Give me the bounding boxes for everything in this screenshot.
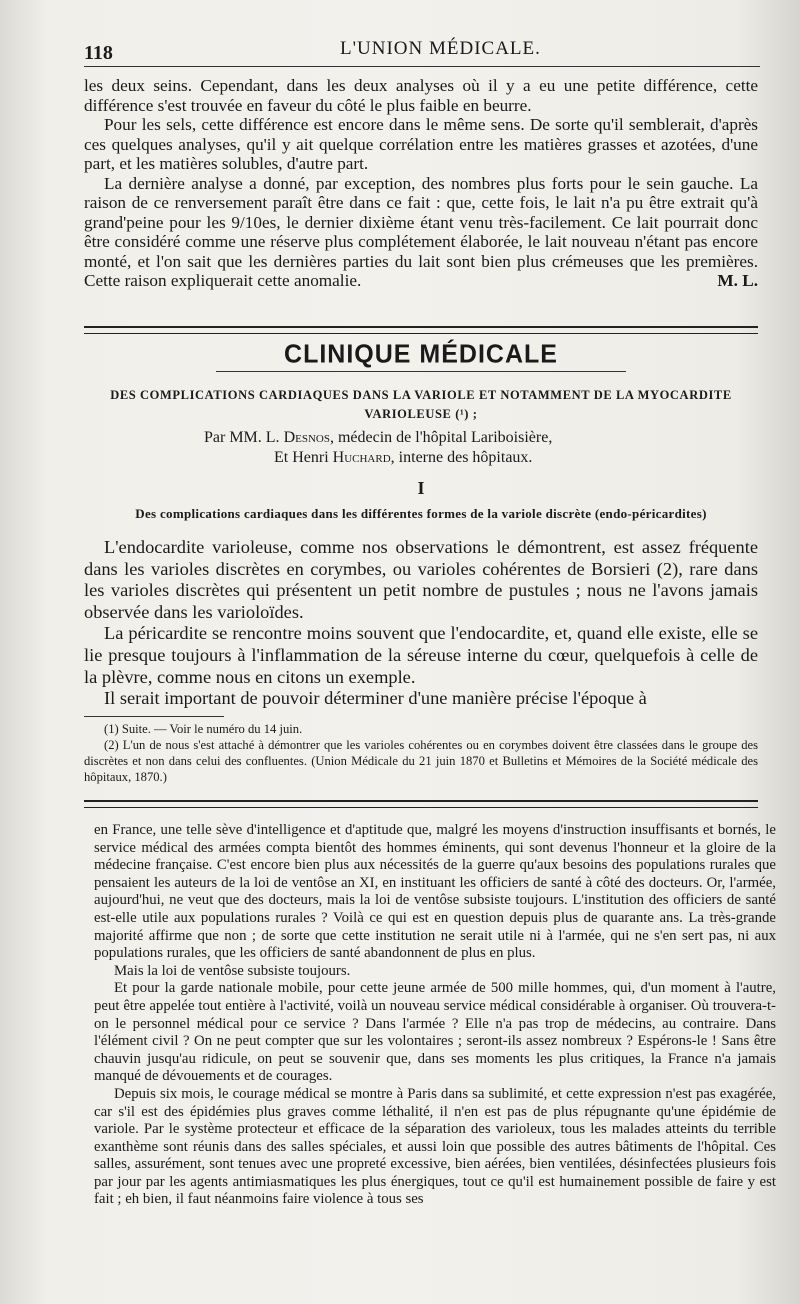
part-number: I: [417, 478, 425, 498]
lower-paragraph: Et pour la garde nationale mobile, pour cette jeune armée de 500 mille hommes, qui, d'un moment à l'autre, peut être appelée tout entière à l'activité, voilà un nouveau service médical considérable à organiser. Où trouvera-t-on le personnel médical pour ce service ? Dans l'armée ? Elle n'a pas trop de médecins, au contraire. Dans l'élément civil ? On ne peut compter que sur les volontaires ; seront-ils assez nombreux ? Espérons-le ! Sans être chauvin jusqu'au ridicule, on peut se souvenir que, dans ses moments les plus critiques, la France n'a jamais manqué de dévouements et de courages.: [94, 980, 776, 1085]
footnote: (2) L'un de nous s'est attaché à démontrer que les varioles cohérentes ou en corymbes doivent être classées dans le groupe des discrètes et non dans celui des confluentes. (Union Médicale du 21 juin 1870 et Bulletins et Mémoires de la Société médicale des hôpitaux, 1870.): [84, 737, 758, 784]
author-line-2: [84, 448, 758, 468]
clinique-paragraph: La péricardite se rencontre moins souvent que l'endocardite, et, quand elle existe, elle se lie presque toujours à l'inflammation de la séreuse interne du cœur, quelquefois à celle de la plèvre, comme nous en citons un exemple.: [84, 623, 758, 687]
lower-paragraph: Mais la loi de ventôse subsiste toujours.: [114, 962, 351, 979]
signature: M. L.: [717, 270, 758, 290]
footnote-rule: [84, 716, 224, 717]
clinique-paragraph: Il serait important de pouvoir déterminer d'une manière précise l'époque à: [104, 688, 647, 709]
page-number: 118: [84, 42, 113, 64]
section-rule: [84, 326, 758, 334]
running-head: [84, 36, 760, 66]
lower-paragraph: Depuis six mois, le courage médical se montre à Paris dans sa sublimité, et cette expression n'est pas exagérée, car s'il est des épidémies plus graves comme léthalité, il n'en est pas de plus répugnante qu'une épidémie de variole. Par le système protecteur et efficace de la séparation des varioleux, tous les malades atteints du terrible exanthème sont réunis dans des salles spéciales, et aussi loin que possible des autres bâtiments de l'hôpital. Ces salles, assurément, sont tenues avec une propreté excessive, bien aérées, bien ventilées, désinfectées plusieurs fois par jour par les agents antimiasmatiques les plus énergiques, tout ce qu'il est humainement possible de faire y est fait ; eh bien, il faut néanmoins faire violence à tous ses: [94, 1085, 776, 1208]
author-name: Huchard: [332, 449, 391, 466]
top-paragraph: La dernière analyse a donné, par exception, des nombres plus forts pour le sein gauche. La raison de ce renversement paraît être dans ce fait : que, cette fois, le lait n'a pu être extrait qu'à grand'peine pour les 9/10es, le dernier dixième étant venu très-facilement. Ce lait pourrait donc être considéré comme une réserve plus complétement élaborée, le lait nouveau n'étant pas encore monté, et l'on sait que les dernières parties du lait sont bien plus crémeuses que les premières. Cette raison expliquerait cette anomalie.: [84, 173, 758, 290]
author-affiliation: , interne des hôpitaux.: [390, 449, 533, 466]
lower-article: [94, 822, 776, 1209]
top-article: [84, 76, 758, 293]
author-name: Desnos: [283, 429, 330, 446]
subheading: Des complications cardiaques dans les différentes formes de la variole discrète (endo-péricardites): [135, 506, 707, 521]
author-line-1: [84, 428, 758, 448]
column-separator-rule: [84, 800, 758, 808]
header-rule: [84, 66, 760, 67]
author-prefix: Et Henri: [274, 449, 333, 466]
section-heading: CLINIQUE MÉDICALE: [284, 339, 558, 369]
author-affiliation: , médecin de l'hôpital Lariboisière,: [329, 429, 553, 446]
author-prefix: Par MM. L.: [204, 429, 284, 446]
journal-title: L'UNION MÉDICALE.: [340, 38, 541, 59]
clinique-paragraph: L'endocardite varioleuse, comme nos observations le démontrent, est assez fréquente dans les varioles discrètes en corymbes, ou varioles cohérentes de Borsieri (2), rare dans les varioles discrètes qui présentent un petit nombre de pustules ; nous ne l'avons jamais observée dans les varioloïdes.: [84, 537, 758, 622]
lower-paragraph: en France, une telle sève d'intelligence et d'aptitude que, malgré les moyens d'instruction insuffisants et bornés, le service médical des armées compta bientôt des hommes éminents, qui sont devenus l'honneur et la gloire de la médecine française. C'est encore bien plus aux nécessités de la guerre qu'aux besoins des populations rurales que pensaient les auteurs de la loi de ventôse an XI, en instituant les officiers de santé à côté des docteurs. Or, l'armée, aujourd'hui, ne veut que des docteurs, mais la loi de ventôse subsiste toujours. L'institution des officiers de santé est-elle utile aux populations rurales ? Voilà ce qui est en question depuis plus de quarante ans. La très-grande majorité affirme que non ; de sorte que cette institution ne serait utile ni à l'armée, qui ne s'en sert pas, ni aux populations rurales, que les officiers de santé abandonnent de plus en plus.: [94, 822, 776, 962]
footnote: (1) Suite. — Voir le numéro du 14 juin.: [104, 721, 303, 736]
top-paragraph: Pour les sels, cette différence est encore dans le même sens. De sorte qu'il semblerait, d'après ces quelques analyses, qu'il y ait quelque corrélation entre les matières grasses et azotées, d'une part, et les matières solubles, d'autre part.: [84, 115, 758, 173]
heading-underline: [216, 371, 626, 372]
top-paragraph: les deux seins. Cependant, dans les deux analyses où il y a eu une petite différence, cette différence s'est trouvée en faveur du côté le plus faible en beurre.: [84, 76, 758, 115]
clinique-section: [84, 340, 758, 785]
article-title: DES COMPLICATIONS CARDIAQUES DANS LA VARIOLE ET NOTAMMENT DE LA MYOCARDITE VARIOLEUSE (¹) ;: [110, 388, 732, 421]
